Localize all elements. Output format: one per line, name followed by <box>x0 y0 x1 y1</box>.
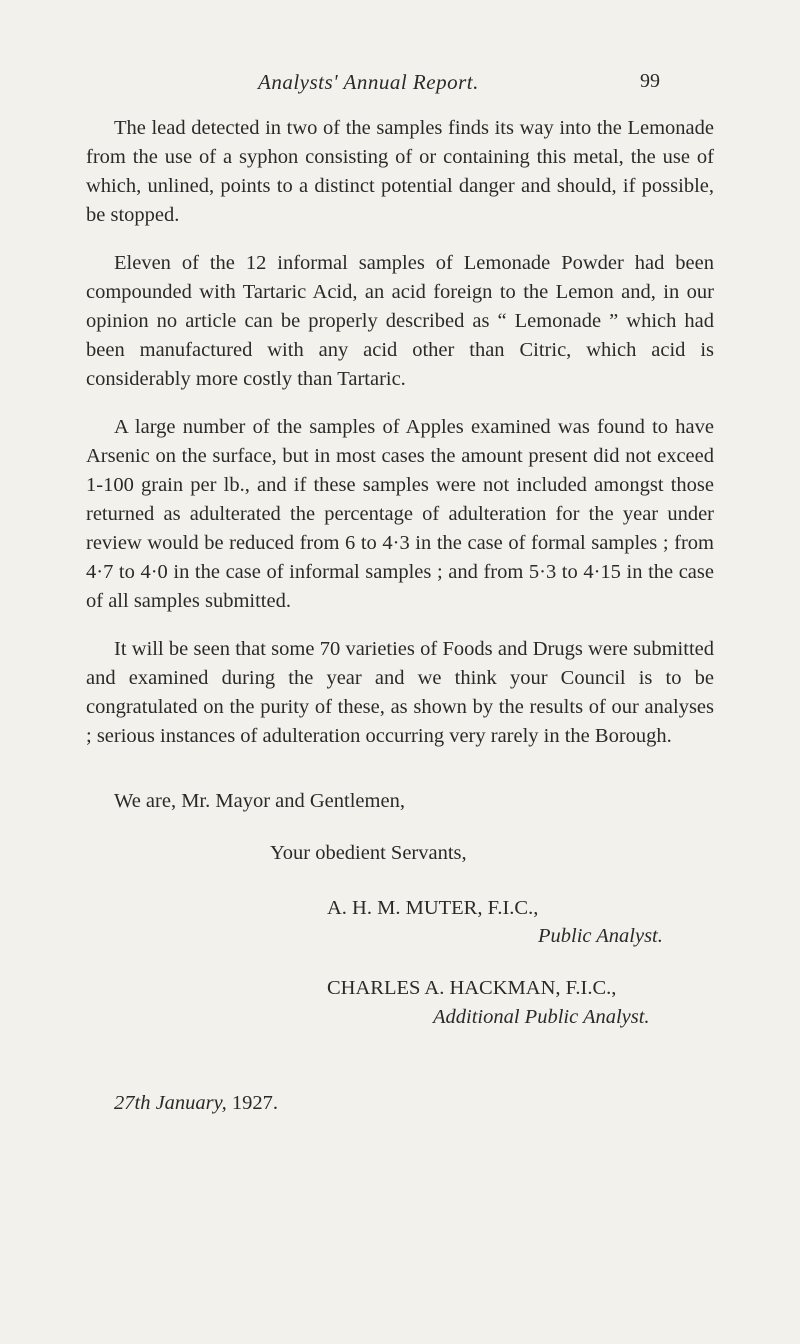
date-year: 1927. <box>231 1092 278 1114</box>
valediction: Your obedient Servants, <box>270 842 467 864</box>
paragraph-lemonade-powder: Eleven of the 12 informal samples of Lemonade Powder had been compounded with Tartaric Acid, an acid foreign to the Lemon and, in our opinion no article can be properly described as “ Lemonade ” which had been manufactured with any acid other than Citric, which acid is considerably more costly than Tartaric. <box>86 252 714 390</box>
date-day-month: 27th January, <box>114 1092 227 1114</box>
paragraph-lead-syphon: The lead detected in two of the samples finds its way into the Lemonade from the use of a syphon consisting of or containing this metal, the use of which, unlined, points to a distinct potential danger and should, if possible, be stopped. <box>86 117 714 226</box>
signatory-title-muter: Public Analyst. <box>538 925 663 947</box>
signatory-name-muter: A. H. M. MUTER, F.I.C., <box>327 897 539 919</box>
paragraph-summary: It will be seen that some 70 varieties of Foods and Drugs were submitted and examined during the year and we think your Council is to be congratulated on the purity of these, as shown by the results of our analyses ; serious instances of adulteration occurring very rarely in the Borough. <box>86 638 714 747</box>
report-body <box>86 114 714 770</box>
paragraph-apples-arsenic: A large number of the samples of Apples examined was found to have Arsenic on the surface, but in most cases the amount present did not exceed 1-100 grain per lb., and if these samples were not included amongst those returned as adulterated the percentage of adulteration for the year under review would be reduced from 6 to 4·3 in the case of formal samples ; from 4·7 to 4·0 in the case of informal samples ; and from 5·3 to 4·15 in the case of all samples submitted. <box>86 416 714 612</box>
report-date <box>114 1092 278 1115</box>
signatory-name-hackman: CHARLES A. HACKMAN, F.I.C., <box>327 977 617 999</box>
page-number: 99 <box>640 70 660 92</box>
running-title: Analysts' Annual Report. <box>258 70 479 94</box>
signatory-title-hackman: Additional Public Analyst. <box>433 1006 650 1028</box>
salutation: We are, Mr. Mayor and Gentlemen, <box>114 790 405 812</box>
